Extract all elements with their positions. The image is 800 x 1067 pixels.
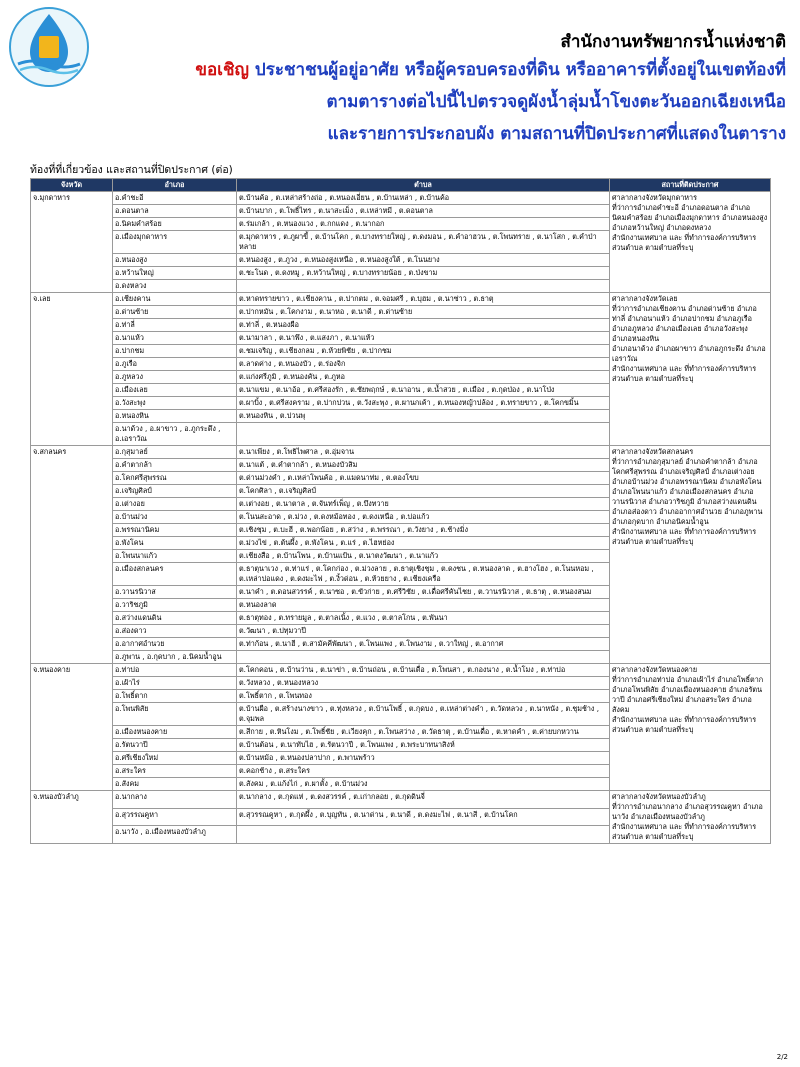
province-cell <box>31 472 113 485</box>
province-cell <box>31 345 113 358</box>
subdistrict-cell: ต.ธาตุทอง , ต.ทรายมูล , ต.ตาลเนิ้ง , ต.แวง , ต.ตาลโกน , ต.พันนา <box>237 612 610 625</box>
province-cell <box>31 459 113 472</box>
header <box>96 30 786 150</box>
province-cell <box>31 625 113 638</box>
subdistrict-cell: ต.สีกาย , ต.หินโงม , ต.โพธิ์ชัย , ต.เวียงคุก , ต.โพนสว่าง , ต.วัดธาตุ , ต.บ้านเดื่อ , ต.หาดคำ , ต.ค่ายบกหวาน <box>237 726 610 739</box>
province-cell <box>31 752 113 765</box>
district-cell: อ.เมืองมุกดาหาร <box>113 231 237 254</box>
subdistrict-cell: ต.นาคำ , ต.ดอนสวรรค์ , ต.นาซอ , ต.ขัวก่าย , ต.ศรีวิชัย , ต.เดื่อศรีคันไชย , ต.วานรนิวาส , ต.ธาตุ , ต.หนองสนม <box>237 586 610 599</box>
district-cell: อ.ศรีเชียงใหม่ <box>113 752 237 765</box>
table-subtitle: ท้องที่ที่เกี่ยวข้อง และสถานที่ปิดประกาศ (ต่อ) <box>30 164 233 176</box>
province-cell <box>31 267 113 280</box>
province-cell <box>31 765 113 778</box>
district-cell: อ.ท่าลี่ <box>113 319 237 332</box>
province-cell <box>31 651 113 664</box>
subdistrict-cell: ต.ผาบิ้ง , ต.ศรีสงคราม , ต.ปากปวน , ต.วังสะพุง , ต.ผานกเค้า , ต.หนองหญ้าปล้อง , ต.ทรายขาว , ต.โคกขมิ้น <box>237 397 610 410</box>
district-cell: อ.ภูพาน , อ.กุดบาก , อ.นิคมน้ำอูน <box>113 651 237 664</box>
province-cell: จ.หนองคาย <box>31 664 113 677</box>
subdistrict-cell: ต.วังหลวง , ต.หนองหลวง <box>237 677 610 690</box>
province-cell <box>31 703 113 726</box>
district-cell: อ.ภูเรือ <box>113 358 237 371</box>
province-cell <box>31 511 113 524</box>
province-cell: จ.มุกดาหาร <box>31 192 113 205</box>
district-cell: อ.ด่านซ้าย <box>113 306 237 319</box>
table-row <box>31 791 771 809</box>
subdistrict-cell <box>237 423 610 446</box>
district-cell: อ.สระใคร <box>113 765 237 778</box>
district-cell: อ.หนองหิน <box>113 410 237 423</box>
subdistrict-cell: ต.หนองลาด <box>237 599 610 612</box>
province-cell <box>31 563 113 586</box>
notice-place-cell: ศาลากลางจังหวัดเลย ที่ว่าการอำเภอเชียงคาน อำเภอด่านซ้าย อำเภอท่าลี่ อำเภอนาแห้ว อำเภอปากชม อำเภอภูเรือ อำเภอภูหลวง อำเภอเมืองเลย อำเภอวังสะพุง อำเภอหนองหิน อำเภอนาด้วง อำเภอผาขาว อำเภอภูกระดึง อำเภอเอราวัณ สำนักงานเทศบาล และ ที่ทำการองค์การบริหารส่วนตำบล ตามตำบลที่ระบุ <box>610 293 771 446</box>
subdistrict-cell: ต.หนองสูง , ต.ภูวง , ต.หนองสูงเหนือ , ต.หนองสูงใต้ , ต.โนนยาง <box>237 254 610 267</box>
logo <box>8 6 90 88</box>
district-cell: อ.ปากชม <box>113 345 237 358</box>
subdistrict-cell: ต.สุวรรณคูหา , ต.กุดผึ้ง , ต.บุญทัน , ต.นาด่าน , ต.นาดี , ต.ดงมะไฟ , ต.นาสี , ต.บ้านโคก <box>237 808 610 826</box>
district-cell: อ.กุสุมาลย์ <box>113 446 237 459</box>
subdistrict-cell: ต.แก่งศรีภูมิ , ต.หนองคัน , ต.ภูหอ <box>237 371 610 384</box>
district-cell: อ.สว่างแดนดิน <box>113 612 237 625</box>
subdistrict-cell: ต.ท่าก้อน , ต.นาฮี , ต.สามัคคีพัฒนา , ต.โพนแพง , ต.โพนงาม , ต.วาใหญ่ , ต.อากาศ <box>237 638 610 651</box>
district-cell: อ.ส่องดาว <box>113 625 237 638</box>
subdistrict-cell: ต.บ้านค้อ , ต.เหล่าสร้างถ่อ , ต.หนองเอี่ยน , ต.บ้านเหล่า , ต.บ้านค้อ <box>237 192 610 205</box>
subdistrict-cell: ต.นามาลา , ต.นาพึง , ต.แสงภา , ต.นาแห้ว <box>237 332 610 345</box>
district-cell: อ.วาริชภูมิ <box>113 599 237 612</box>
district-cell: อ.คำชะอี <box>113 192 237 205</box>
subdistrict-cell: ต.ธาตุนาเวง , ต.ท่าแร่ , ต.โคกก่อง , ต.ม่วงลาย , ต.ธาตุเชิงชุม , ต.ดงชน , ต.หนองลาด , ต.ฮางโฮง , ต.โนนหอม , ต.เหล่าปอแดง , ต.ดงมะไฟ , ต.งิ้วด่อน , ต.ห้วยยาง , ต.เชียงเครือ <box>237 563 610 586</box>
subdistrict-cell: ต.วัฒนา , ต.ปทุมวาปี <box>237 625 610 638</box>
province-cell <box>31 677 113 690</box>
header-district: อำเภอ <box>113 179 237 192</box>
district-cell: อ.สุวรรณคูหา <box>113 808 237 826</box>
district-cell: อ.ดงหลวง <box>113 280 237 293</box>
district-cell: อ.รัตนวาปี <box>113 739 237 752</box>
table-row <box>31 664 771 677</box>
subdistrict-cell: ต.บ้านหม้อ , ต.หนองปลาปาก , ต.พานพร้าว <box>237 752 610 765</box>
district-cell: อ.นาแห้ว <box>113 332 237 345</box>
header-notice-place: สถานที่ติดประกาศ <box>610 179 771 192</box>
district-cell: อ.เฝ้าไร่ <box>113 677 237 690</box>
province-cell <box>31 690 113 703</box>
subdistrict-cell: ต.สังคม , ต.แก้งไก่ , ต.ผาตั้ง , ต.บ้านม่วง <box>237 778 610 791</box>
district-cell: อ.วานรนิวาส <box>113 586 237 599</box>
district-cell: อ.เจริญศิลป์ <box>113 485 237 498</box>
subdistrict-cell: ต.นากลาง , ต.กุดแห่ , ต.ดงสวรรค์ , ต.เก่ากลอย , ต.กุดดินจี่ <box>237 791 610 809</box>
table-row <box>31 293 771 306</box>
district-cell: อ.โพนพิสัย <box>113 703 237 726</box>
subdistrict-cell: ต.นาแต้ , ต.คำตากล้า , ต.หนองบัวสิม <box>237 459 610 472</box>
header-province: จังหวัด <box>31 179 113 192</box>
province-cell <box>31 599 113 612</box>
province-cell <box>31 218 113 231</box>
table-body <box>31 192 771 844</box>
district-cell: อ.พรรณานิคม <box>113 524 237 537</box>
locations-table <box>30 178 771 844</box>
notice-place-cell: ศาลากลางจังหวัดมุกดาหาร ที่ว่าการอำเภอคำชะอี อำเภอดอนตาล อำเภอนิคมคำสร้อย อำเภอเมืองมุกดาหาร อำเภอหนองสูง อำเภอหว้านใหญ่ อำเภอดงหลวง สำนักงานเทศบาล และ ที่ทำการองค์การบริหารส่วนตำบล ตามตำบลที่ระบุ <box>610 192 771 293</box>
province-cell <box>31 778 113 791</box>
subdistrict-cell: ต.บ้านต้อน , ต.นาทับไฮ , ต.รัตนวาปี , ต.โพนแพง , ต.พระบาทนาสิงห์ <box>237 739 610 752</box>
headline-line-1-text: ประชาชนผู้อยู่อาศัย หรือผู้ครอบครองที่ดิน หรืออาคารที่ตั้งอยู่ในเขตท้องที่ <box>249 60 786 80</box>
subdistrict-cell: ต.โคกศิลา , ต.เจริญศิลป์ <box>237 485 610 498</box>
province-cell <box>31 550 113 563</box>
table-row <box>31 446 771 459</box>
province-cell <box>31 306 113 319</box>
subdistrict-cell <box>237 826 610 844</box>
subdistrict-cell: ต.ลาดค่าง , ต.หนองบัว , ต.ร่องจิก <box>237 358 610 371</box>
headline-line-1 <box>96 54 786 86</box>
province-cell <box>31 231 113 254</box>
province-cell <box>31 384 113 397</box>
district-cell: อ.หว้านใหญ่ <box>113 267 237 280</box>
district-cell: อ.นาด้วง , อ.ผาขาว , อ.ภูกระดึง , อ.เอราวัณ <box>113 423 237 446</box>
province-cell <box>31 586 113 599</box>
district-cell: อ.ดอนตาล <box>113 205 237 218</box>
subdistrict-cell: ต.มุกดาหาร , ต.ภูผาขี้ , ต.บ้านโคก , ต.บางทรายใหญ่ , ต.ดงมอน , ต.คำอาฮวน , ต.โพนทราย , ต.นาโสก , ต.คำป่าหลาย <box>237 231 610 254</box>
province-cell <box>31 638 113 651</box>
province-cell <box>31 612 113 625</box>
subdistrict-cell: ต.โพธิ์ตาก , ต.โพนทอง <box>237 690 610 703</box>
district-cell: อ.นิคมคำสร้อย <box>113 218 237 231</box>
subdistrict-cell: ต.ม่วงไข่ , ต.ต้นผึ้ง , ต.พังโคน , ต.แร่ , ต.ไฮหย่อง <box>237 537 610 550</box>
district-cell: อ.ท่าบ่อ <box>113 664 237 677</box>
province-cell <box>31 739 113 752</box>
province-cell <box>31 410 113 423</box>
province-cell <box>31 726 113 739</box>
province-cell <box>31 423 113 446</box>
province-cell: จ.เลย <box>31 293 113 306</box>
province-cell <box>31 205 113 218</box>
province-cell <box>31 280 113 293</box>
subdistrict-cell: ต.โนนสะอาด , ต.ม่วง , ต.ดงหม้อทอง , ต.ดงเหนือ , ต.บ่อแก้ว <box>237 511 610 524</box>
subdistrict-cell: ต.ร่มเกล้า , ต.หนองแวง , ต.กกแดง , ต.นากอก <box>237 218 610 231</box>
district-cell: อ.คำตากล้า <box>113 459 237 472</box>
subdistrict-cell: ต.หาดทรายขาว , ต.เชียงคาน , ต.ปากตม , ต.จอมศรี , ต.บุฮม , ต.นาซ่าว , ต.ธาตุ <box>237 293 610 306</box>
notice-place-cell: ศาลากลางจังหวัดสกลนคร ที่ว่าการอำเภอกุสุมาลย์ อำเภอคำตากล้า อำเภอโคกศรีสุพรรณ อำเภอเจริญศิลป์ อำเภอเต่างอย อำเภอบ้านม่วง อำเภอพรรณานิคม อำเภอพังโคน อำเภอโพนนาแก้ว อำเภอเมืองสกลนคร อำเภอวานรนิวาส อำเภอวาริชภูมิ อำเภอสว่างแดนดิน อำเภอส่องดาว อำเภออากาศอำนวย อำเภอภูพาน อำเภอกุดบาก อำเภอนิคมน้ำอูน สำนักงานเทศบาล และ ที่ทำการองค์การบริหารส่วนตำบล ตามตำบลที่ระบุ <box>610 446 771 664</box>
subdistrict-cell <box>237 651 610 664</box>
subdistrict-cell: ต.เชิงชุม , ต.บะฮี , ต.พอกน้อย , ต.สว่าง , ต.พรรณา , ต.วังยาง , ต.ช้างมิ่ง <box>237 524 610 537</box>
district-cell: อ.เมืองเลย <box>113 384 237 397</box>
district-cell: อ.ภูหลวง <box>113 371 237 384</box>
district-cell: อ.พังโคน <box>113 537 237 550</box>
subdistrict-cell: ต.ชะโนด , ต.ดงหมู , ต.หว้านใหญ่ , ต.บางทรายน้อย , ต.ป่งขาม <box>237 267 610 280</box>
subdistrict-cell: ต.ด่านม่วงคำ , ต.เหล่าโพนค้อ , ต.แมดนาท่ม , ต.ตองโขบ <box>237 472 610 485</box>
subdistrict-cell: ต.บ้านผือ , ต.สร้างนางขาว , ต.ทุ่งหลวง , ต.บ้านโพธิ์ , ต.กุดบง , ต.เหล่าต่างคำ , ต.วัดหลวง , ต.นาหนัง , ต.ชุมช้าง , ต.จุมพล <box>237 703 610 726</box>
page-number: 2/2 <box>776 1053 788 1061</box>
subdistrict-cell: ต.ท่าลี่ , ต.หนองผือ <box>237 319 610 332</box>
subdistrict-cell: ต.คอกช้าง , ต.สระใคร <box>237 765 610 778</box>
subdistrict-cell: ต.บ้านบาก , ต.โพธิ์ไทร , ต.นาสะเม็ง , ต.เหล่าหมี , ต.ดอนตาล <box>237 205 610 218</box>
subdistrict-cell: ต.เชียงสือ , ต.บ้านโพน , ต.บ้านแป้น , ต.นาตงวัฒนา , ต.นาแก้ว <box>237 550 610 563</box>
subdistrict-cell: ต.ชมเจริญ , ต.เชียงกลม , ต.ห้วยพิชัย , ต.ปากชม <box>237 345 610 358</box>
org-name: สำนักงานทรัพยากรน้ำแห่งชาติ <box>560 32 786 52</box>
subdistrict-cell: ต.เต่างอย , ต.นาตาล , ต.จันทร์เพ็ญ , ต.บึงทวาย <box>237 498 610 511</box>
district-cell: อ.เมืองหนองคาย <box>113 726 237 739</box>
province-cell <box>31 397 113 410</box>
province-cell <box>31 319 113 332</box>
province-cell <box>31 371 113 384</box>
district-cell: อ.โพธิ์ตาก <box>113 690 237 703</box>
headline-line-2: ตามตารางต่อไปนี้ไปตรวจดูผังน้ำลุ่มน้ำโขงตะวันออกเฉียงเหนือ <box>326 92 786 112</box>
province-cell: จ.หนองบัวลำภู <box>31 791 113 809</box>
district-cell: อ.เมืองสกลนคร <box>113 563 237 586</box>
province-cell <box>31 808 113 826</box>
province-cell <box>31 524 113 537</box>
province-cell <box>31 826 113 844</box>
province-cell <box>31 332 113 345</box>
table-header-row <box>31 179 771 192</box>
headline-invite: ขอเชิญ <box>195 60 250 80</box>
province-cell <box>31 485 113 498</box>
province-cell <box>31 537 113 550</box>
header-subdistrict: ตำบล <box>237 179 610 192</box>
notice-place-cell: ศาลากลางจังหวัดหนองคาย ที่ว่าการอำเภอท่าบ่อ อำเภอเฝ้าไร่ อำเภอโพธิ์ตาก อำเภอโพนพิสัย อำเภอเมืองหนองคาย อำเภอรัตนวาปี อำเภอศรีเชียงใหม่ อำเภอสระใคร อำเภอสังคม สำนักงานเทศบาล และ ที่ทำการองค์การบริหารส่วนตำบล ตามตำบลที่ระบุ <box>610 664 771 791</box>
subdistrict-cell: ต.โคกคอน , ต.บ้านว่าน , ต.นาข่า , ต.บ้านถ่อน , ต.บ้านเดื่อ , ต.โพนสา , ต.กองนาง , ต.น้ำโมง , ต.ท่าบ่อ <box>237 664 610 677</box>
table-row <box>31 192 771 205</box>
district-cell: อ.เชียงคาน <box>113 293 237 306</box>
subdistrict-cell: ต.ปากหมัน , ต.โคกงาม , ต.นาหอ , ต.นาดี , ต.ด่านซ้าย <box>237 306 610 319</box>
district-cell: อ.นากลาง <box>113 791 237 809</box>
district-cell: อ.โพนนาแก้ว <box>113 550 237 563</box>
notice-place-cell: ศาลากลางจังหวัดหนองบัวลำภู ที่ว่าการอำเภอนากลาง อำเภอสุวรรณคูหา อำเภอนาวัง อำเภอเมืองหนองบัวลำภู สำนักงานเทศบาล และ ที่ทำการองค์การบริหารส่วนตำบล ตามตำบลที่ระบุ <box>610 791 771 844</box>
district-cell: อ.อากาศอำนวย <box>113 638 237 651</box>
headline-line-3: และรายการประกอบผัง ตามสถานที่ปิดประกาศที่แสดงในตาราง <box>327 124 786 144</box>
district-cell: อ.บ้านม่วง <box>113 511 237 524</box>
district-cell: อ.วังสะพุง <box>113 397 237 410</box>
province-cell: จ.สกลนคร <box>31 446 113 459</box>
district-cell: อ.โคกศรีสุพรรณ <box>113 472 237 485</box>
province-cell <box>31 254 113 267</box>
subdistrict-cell <box>237 280 610 293</box>
subdistrict-cell: ต.นาแขม , ต.นาอ้อ , ต.ศรีสองรัก , ต.ชัยพฤกษ์ , ต.นาอาน , ต.น้ำสวย , ต.เมือง , ต.กุดป่อง , ต.นาโป่ง <box>237 384 610 397</box>
district-cell: อ.นาวัง , อ.เมืองหนองบัวลำภู <box>113 826 237 844</box>
district-cell: อ.เต่างอย <box>113 498 237 511</box>
province-cell <box>31 498 113 511</box>
district-cell: อ.หนองสูง <box>113 254 237 267</box>
province-cell <box>31 358 113 371</box>
district-cell: อ.สังคม <box>113 778 237 791</box>
subdistrict-cell: ต.นาเพียง , ต.โพธิไพศาล , ต.อุ่มจาน <box>237 446 610 459</box>
subdistrict-cell: ต.หนองหิน , ต.ปวนพุ <box>237 410 610 423</box>
